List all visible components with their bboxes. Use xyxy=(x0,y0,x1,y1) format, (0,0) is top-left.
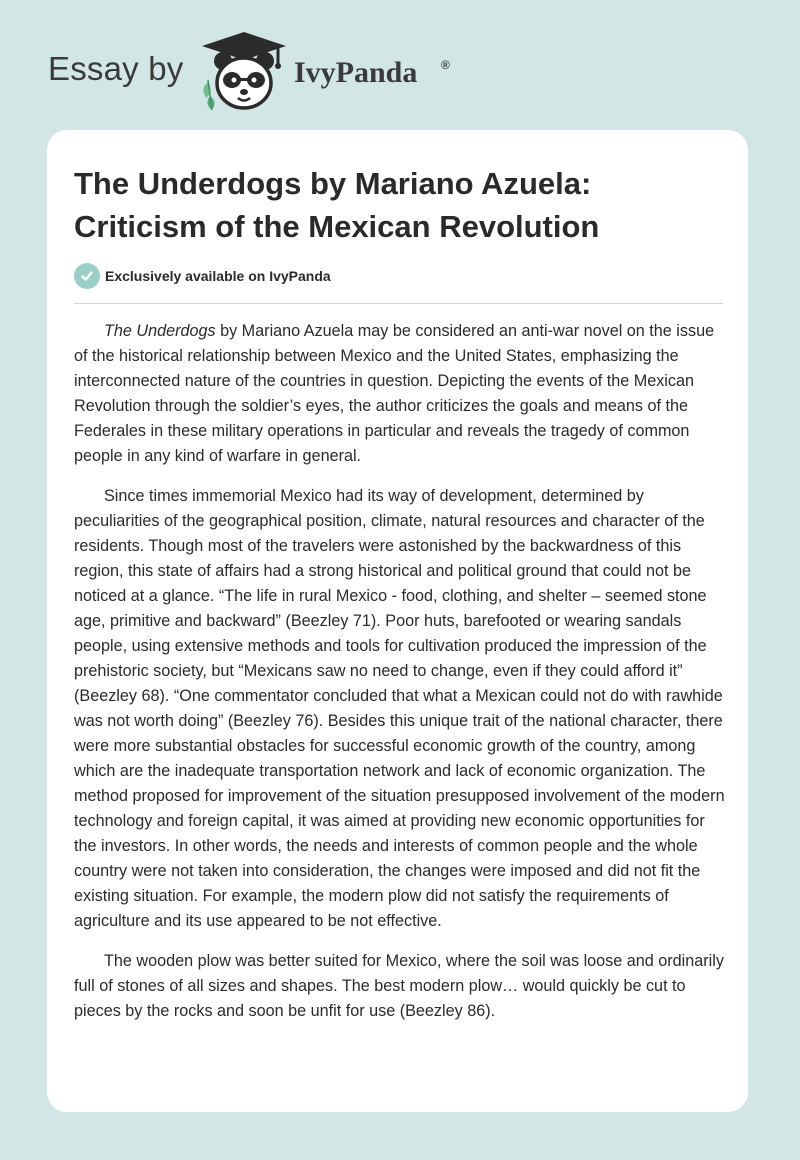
paragraph-2: Since times immemorial Mexico had its way of development, determined by peculiarities of the geographical position, climate, natural resources and character of the residents. Though most of the travelers were astonished by the backwardness of this region, this state of affairs had a strong historical and political ground that could not be noticed at a glance. “The life in rural Mexico - food, clothing, and shelter – seemed stone age, primitive and backward” (Beezley 71). Poor huts, barefooted or wearing sandals people, using extensive methods and tools for cultivation produced the impression of the prehistoric society, but “Mexicans saw no need to change, even if they could afford it” (Beezley 68). “One commentator concluded that what a Mexican could not do with rawhide was not worth doing” (Beezley 76). Besides this unique trait of the national character, there were more substantial obstacles for successful economic growth of the country, among which are the inadequate transportation network and lack of economic organization. The method proposed for improvement of the situation presupposed involvement of the modern technology and foreign capital, it was aimed at providing new economic opportunities for the investors. In other words, the needs and interests of common people and the whole country were not taken into consideration, the changes were imposed and did not fit the existing situation. For example, the modern plow did not satisfy the requirements of agriculture and its use appeared to be not effective. xyxy=(74,487,725,930)
check-icon xyxy=(74,263,100,289)
paragraph-1-text: by Mariano Azuela may be considered an anti-war novel on the issue of the historical relationship between Mexico and the United States, emphasizing the interconnected nature of the countries in question. Depicting the events of the Mexican Revolution through the soldier’s eyes, the author criticizes the goals and means of the Federales in these military operations in particular and reveals the tragedy of common people in any kind of warfare in general. xyxy=(74,322,715,465)
registered-mark: ® xyxy=(441,58,450,72)
essay-card xyxy=(47,130,748,1112)
essay-by-label: Essay by xyxy=(48,50,184,87)
badge-label: Exclusively available on IvyPanda xyxy=(105,268,331,284)
exclusive-badge xyxy=(74,263,331,289)
paragraph-1 xyxy=(74,319,726,469)
page-title: The Underdogs by Mariano Azuela: Criticism of the Mexican Revolution xyxy=(74,166,600,244)
brand-name[interactable]: IvyPanda xyxy=(294,56,418,89)
site-header xyxy=(0,0,800,130)
book-title: The Underdogs xyxy=(104,322,216,340)
essay-body xyxy=(74,319,726,1039)
paragraph-3: The wooden plow was better suited for Mexico, where the soil was loose and ordinarily full of stones of all sizes and shapes. The best modern plow… would quickly be cut to pieces by the rocks and soon be unfit for use (Beezley 86). xyxy=(74,952,724,1020)
panda-graduate-logo-icon[interactable] xyxy=(198,30,290,112)
divider xyxy=(74,303,723,304)
